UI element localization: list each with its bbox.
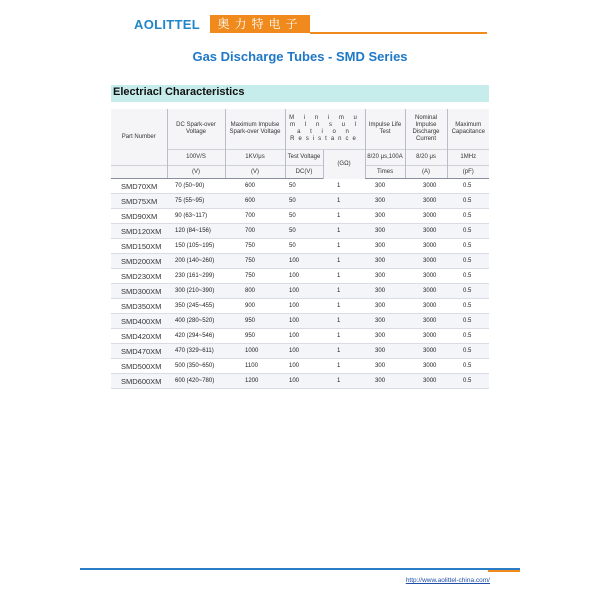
cell-capacitance: 0.5	[447, 299, 489, 314]
cell-test-voltage: 100	[285, 254, 323, 269]
cell-nominal-current: 3000	[405, 194, 447, 209]
cell-impulse-life: 300	[365, 344, 405, 359]
cell-max-impulse: 1000	[225, 344, 285, 359]
table-row	[111, 299, 489, 314]
cell-insulation: 1	[323, 299, 365, 314]
cell-dc-sparkover: 600 (420~780)	[167, 374, 225, 389]
cell-test-voltage: 50	[285, 224, 323, 239]
cell-max-impulse: 700	[225, 224, 285, 239]
cell-part-number: SMD200XM	[111, 254, 167, 269]
cell-impulse-life: 300	[365, 224, 405, 239]
cell-part-number: SMD70XM	[111, 179, 167, 194]
cell-impulse-life: 300	[365, 359, 405, 374]
header-nominal-impulse: Nominal Impulse Discharge Current	[405, 109, 447, 150]
cell-test-voltage: 50	[285, 239, 323, 254]
cell-capacitance: 0.5	[447, 179, 489, 194]
table-row	[111, 179, 489, 194]
cell-dc-sparkover: 70 (50~90)	[167, 179, 225, 194]
cell-max-impulse: 700	[225, 209, 285, 224]
unit-nominal-impulse: (A)	[405, 166, 447, 179]
table-row	[111, 359, 489, 374]
cell-test-voltage: 100	[285, 359, 323, 374]
cell-nominal-current: 3000	[405, 269, 447, 284]
cell-test-voltage: 50	[285, 179, 323, 194]
condition-impulse-life: 8/20 μs,100A	[365, 150, 405, 166]
cell-dc-sparkover: 90 (63~117)	[167, 209, 225, 224]
cell-impulse-life: 300	[365, 239, 405, 254]
section-title: Electriacl Characteristics	[113, 86, 245, 98]
cell-part-number: SMD120XM	[111, 224, 167, 239]
cell-capacitance: 0.5	[447, 314, 489, 329]
cell-impulse-life: 300	[365, 314, 405, 329]
table-row	[111, 194, 489, 209]
cell-impulse-life: 300	[365, 194, 405, 209]
cell-insulation: 1	[323, 239, 365, 254]
cell-capacitance: 0.5	[447, 344, 489, 359]
table-body	[111, 179, 489, 389]
cell-dc-sparkover: 230 (161~299)	[167, 269, 225, 284]
cell-part-number: SMD350XM	[111, 299, 167, 314]
cell-dc-sparkover: 150 (105~195)	[167, 239, 225, 254]
cell-insulation: 1	[323, 209, 365, 224]
cell-capacitance: 0.5	[447, 374, 489, 389]
table-row	[111, 329, 489, 344]
cell-nominal-current: 3000	[405, 179, 447, 194]
cell-max-impulse: 1100	[225, 359, 285, 374]
table-row	[111, 269, 489, 284]
cell-impulse-life: 300	[365, 329, 405, 344]
cell-test-voltage: 100	[285, 374, 323, 389]
unit-blank	[111, 166, 167, 179]
cell-dc-sparkover: 75 (55~95)	[167, 194, 225, 209]
cell-impulse-life: 300	[365, 269, 405, 284]
cell-capacitance: 0.5	[447, 194, 489, 209]
cell-max-impulse: 750	[225, 254, 285, 269]
cell-impulse-life: 300	[365, 179, 405, 194]
cell-max-impulse: 750	[225, 239, 285, 254]
condition-nominal-impulse: 8/20 μs	[405, 150, 447, 166]
cell-test-voltage: 50	[285, 194, 323, 209]
cell-nominal-current: 3000	[405, 359, 447, 374]
cell-dc-sparkover: 200 (140~260)	[167, 254, 225, 269]
cell-insulation: 1	[323, 284, 365, 299]
table-row	[111, 374, 489, 389]
unit-impulse-life: Times	[365, 166, 405, 179]
cell-capacitance: 0.5	[447, 269, 489, 284]
condition-test-voltage: Test Voltage	[285, 150, 323, 166]
cell-insulation: 1	[323, 194, 365, 209]
cell-impulse-life: 300	[365, 254, 405, 269]
cell-insulation: 1	[323, 344, 365, 359]
cell-dc-sparkover: 300 (210~390)	[167, 284, 225, 299]
website-link[interactable]: http://www.aolittel-china.com/	[405, 577, 490, 584]
cell-part-number: SMD75XM	[111, 194, 167, 209]
cell-insulation: 1	[323, 314, 365, 329]
header-min-insulation: M i n i m u m I n s u l a t i o n Resistance	[285, 109, 365, 150]
cell-test-voltage: 100	[285, 329, 323, 344]
cell-dc-sparkover: 420 (294~546)	[167, 329, 225, 344]
table-row	[111, 284, 489, 299]
cell-max-impulse: 800	[225, 284, 285, 299]
cell-test-voltage: 100	[285, 269, 323, 284]
cell-test-voltage: 100	[285, 284, 323, 299]
cell-insulation: 1	[323, 254, 365, 269]
header-part-number: Part Number	[111, 109, 167, 166]
cell-part-number: SMD90XM	[111, 209, 167, 224]
cell-max-impulse: 950	[225, 314, 285, 329]
cell-impulse-life: 300	[365, 299, 405, 314]
cell-capacitance: 0.5	[447, 239, 489, 254]
cell-impulse-life: 300	[365, 374, 405, 389]
cell-part-number: SMD400XM	[111, 314, 167, 329]
cell-capacitance: 0.5	[447, 209, 489, 224]
cell-insulation: 1	[323, 329, 365, 344]
cell-nominal-current: 3000	[405, 224, 447, 239]
header-max-capacitance: Maximum Capacitance	[447, 109, 489, 150]
cell-part-number: SMD300XM	[111, 284, 167, 299]
cell-part-number: SMD600XM	[111, 374, 167, 389]
cell-capacitance: 0.5	[447, 254, 489, 269]
footer-accent	[488, 570, 520, 572]
condition-resistance-unit: (GΩ)	[323, 150, 365, 179]
cell-part-number: SMD420XM	[111, 329, 167, 344]
cell-nominal-current: 3000	[405, 209, 447, 224]
cell-nominal-current: 3000	[405, 239, 447, 254]
cell-part-number: SMD470XM	[111, 344, 167, 359]
header-max-impulse: Maximum Impulse Spark-over Voltage	[225, 109, 285, 150]
footer-divider	[80, 568, 520, 570]
cell-part-number: SMD230XM	[111, 269, 167, 284]
page-title: Gas Discharge Tubes - SMD Series	[192, 49, 408, 64]
cell-nominal-current: 3000	[405, 299, 447, 314]
unit-max-impulse: (V)	[225, 166, 285, 179]
table-row	[111, 224, 489, 239]
cell-insulation: 1	[323, 359, 365, 374]
header-impulse-life: Impulse Life Test	[365, 109, 405, 150]
cell-max-impulse: 750	[225, 269, 285, 284]
cell-nominal-current: 3000	[405, 374, 447, 389]
cell-test-voltage: 100	[285, 299, 323, 314]
condition-max-impulse: 1KV/μs	[225, 150, 285, 166]
cell-nominal-current: 3000	[405, 329, 447, 344]
cell-impulse-life: 300	[365, 209, 405, 224]
table-row	[111, 314, 489, 329]
cell-insulation: 1	[323, 269, 365, 284]
cell-max-impulse: 600	[225, 179, 285, 194]
table-row	[111, 344, 489, 359]
table-row	[111, 239, 489, 254]
cell-capacitance: 0.5	[447, 359, 489, 374]
condition-max-capacitance: 1MHz	[447, 150, 489, 166]
cell-impulse-life: 300	[365, 284, 405, 299]
table-row	[111, 254, 489, 269]
unit-test-voltage: DC(V)	[285, 166, 323, 179]
cell-dc-sparkover: 470 (329~611)	[167, 344, 225, 359]
cell-part-number: SMD500XM	[111, 359, 167, 374]
cell-max-impulse: 950	[225, 329, 285, 344]
cell-dc-sparkover: 400 (280~520)	[167, 314, 225, 329]
cell-nominal-current: 3000	[405, 344, 447, 359]
cell-max-impulse: 600	[225, 194, 285, 209]
cell-test-voltage: 100	[285, 314, 323, 329]
cell-dc-sparkover: 350 (245~455)	[167, 299, 225, 314]
unit-dc-sparkover: (V)	[167, 166, 225, 179]
cell-nominal-current: 3000	[405, 314, 447, 329]
cell-max-impulse: 900	[225, 299, 285, 314]
cell-insulation: 1	[323, 374, 365, 389]
header-dc-sparkover: DC Spark-over Voltage	[167, 109, 225, 150]
brand-logo: AOLITTEL	[134, 17, 200, 32]
cell-insulation: 1	[323, 224, 365, 239]
cell-nominal-current: 3000	[405, 254, 447, 269]
cell-nominal-current: 3000	[405, 284, 447, 299]
cell-test-voltage: 50	[285, 209, 323, 224]
cell-max-impulse: 1200	[225, 374, 285, 389]
cell-capacitance: 0.5	[447, 224, 489, 239]
header-divider	[310, 32, 487, 34]
cell-insulation: 1	[323, 179, 365, 194]
cell-part-number: SMD150XM	[111, 239, 167, 254]
cell-dc-sparkover: 120 (84~156)	[167, 224, 225, 239]
unit-max-capacitance: (pF)	[447, 166, 489, 179]
cell-capacitance: 0.5	[447, 329, 489, 344]
cell-capacitance: 0.5	[447, 284, 489, 299]
cell-dc-sparkover: 500 (350~650)	[167, 359, 225, 374]
chinese-company-name: 奥力特电子	[210, 15, 310, 33]
cell-test-voltage: 100	[285, 344, 323, 359]
condition-dc-sparkover: 100V/S	[167, 150, 225, 166]
table-row	[111, 209, 489, 224]
characteristics-table	[111, 109, 489, 389]
